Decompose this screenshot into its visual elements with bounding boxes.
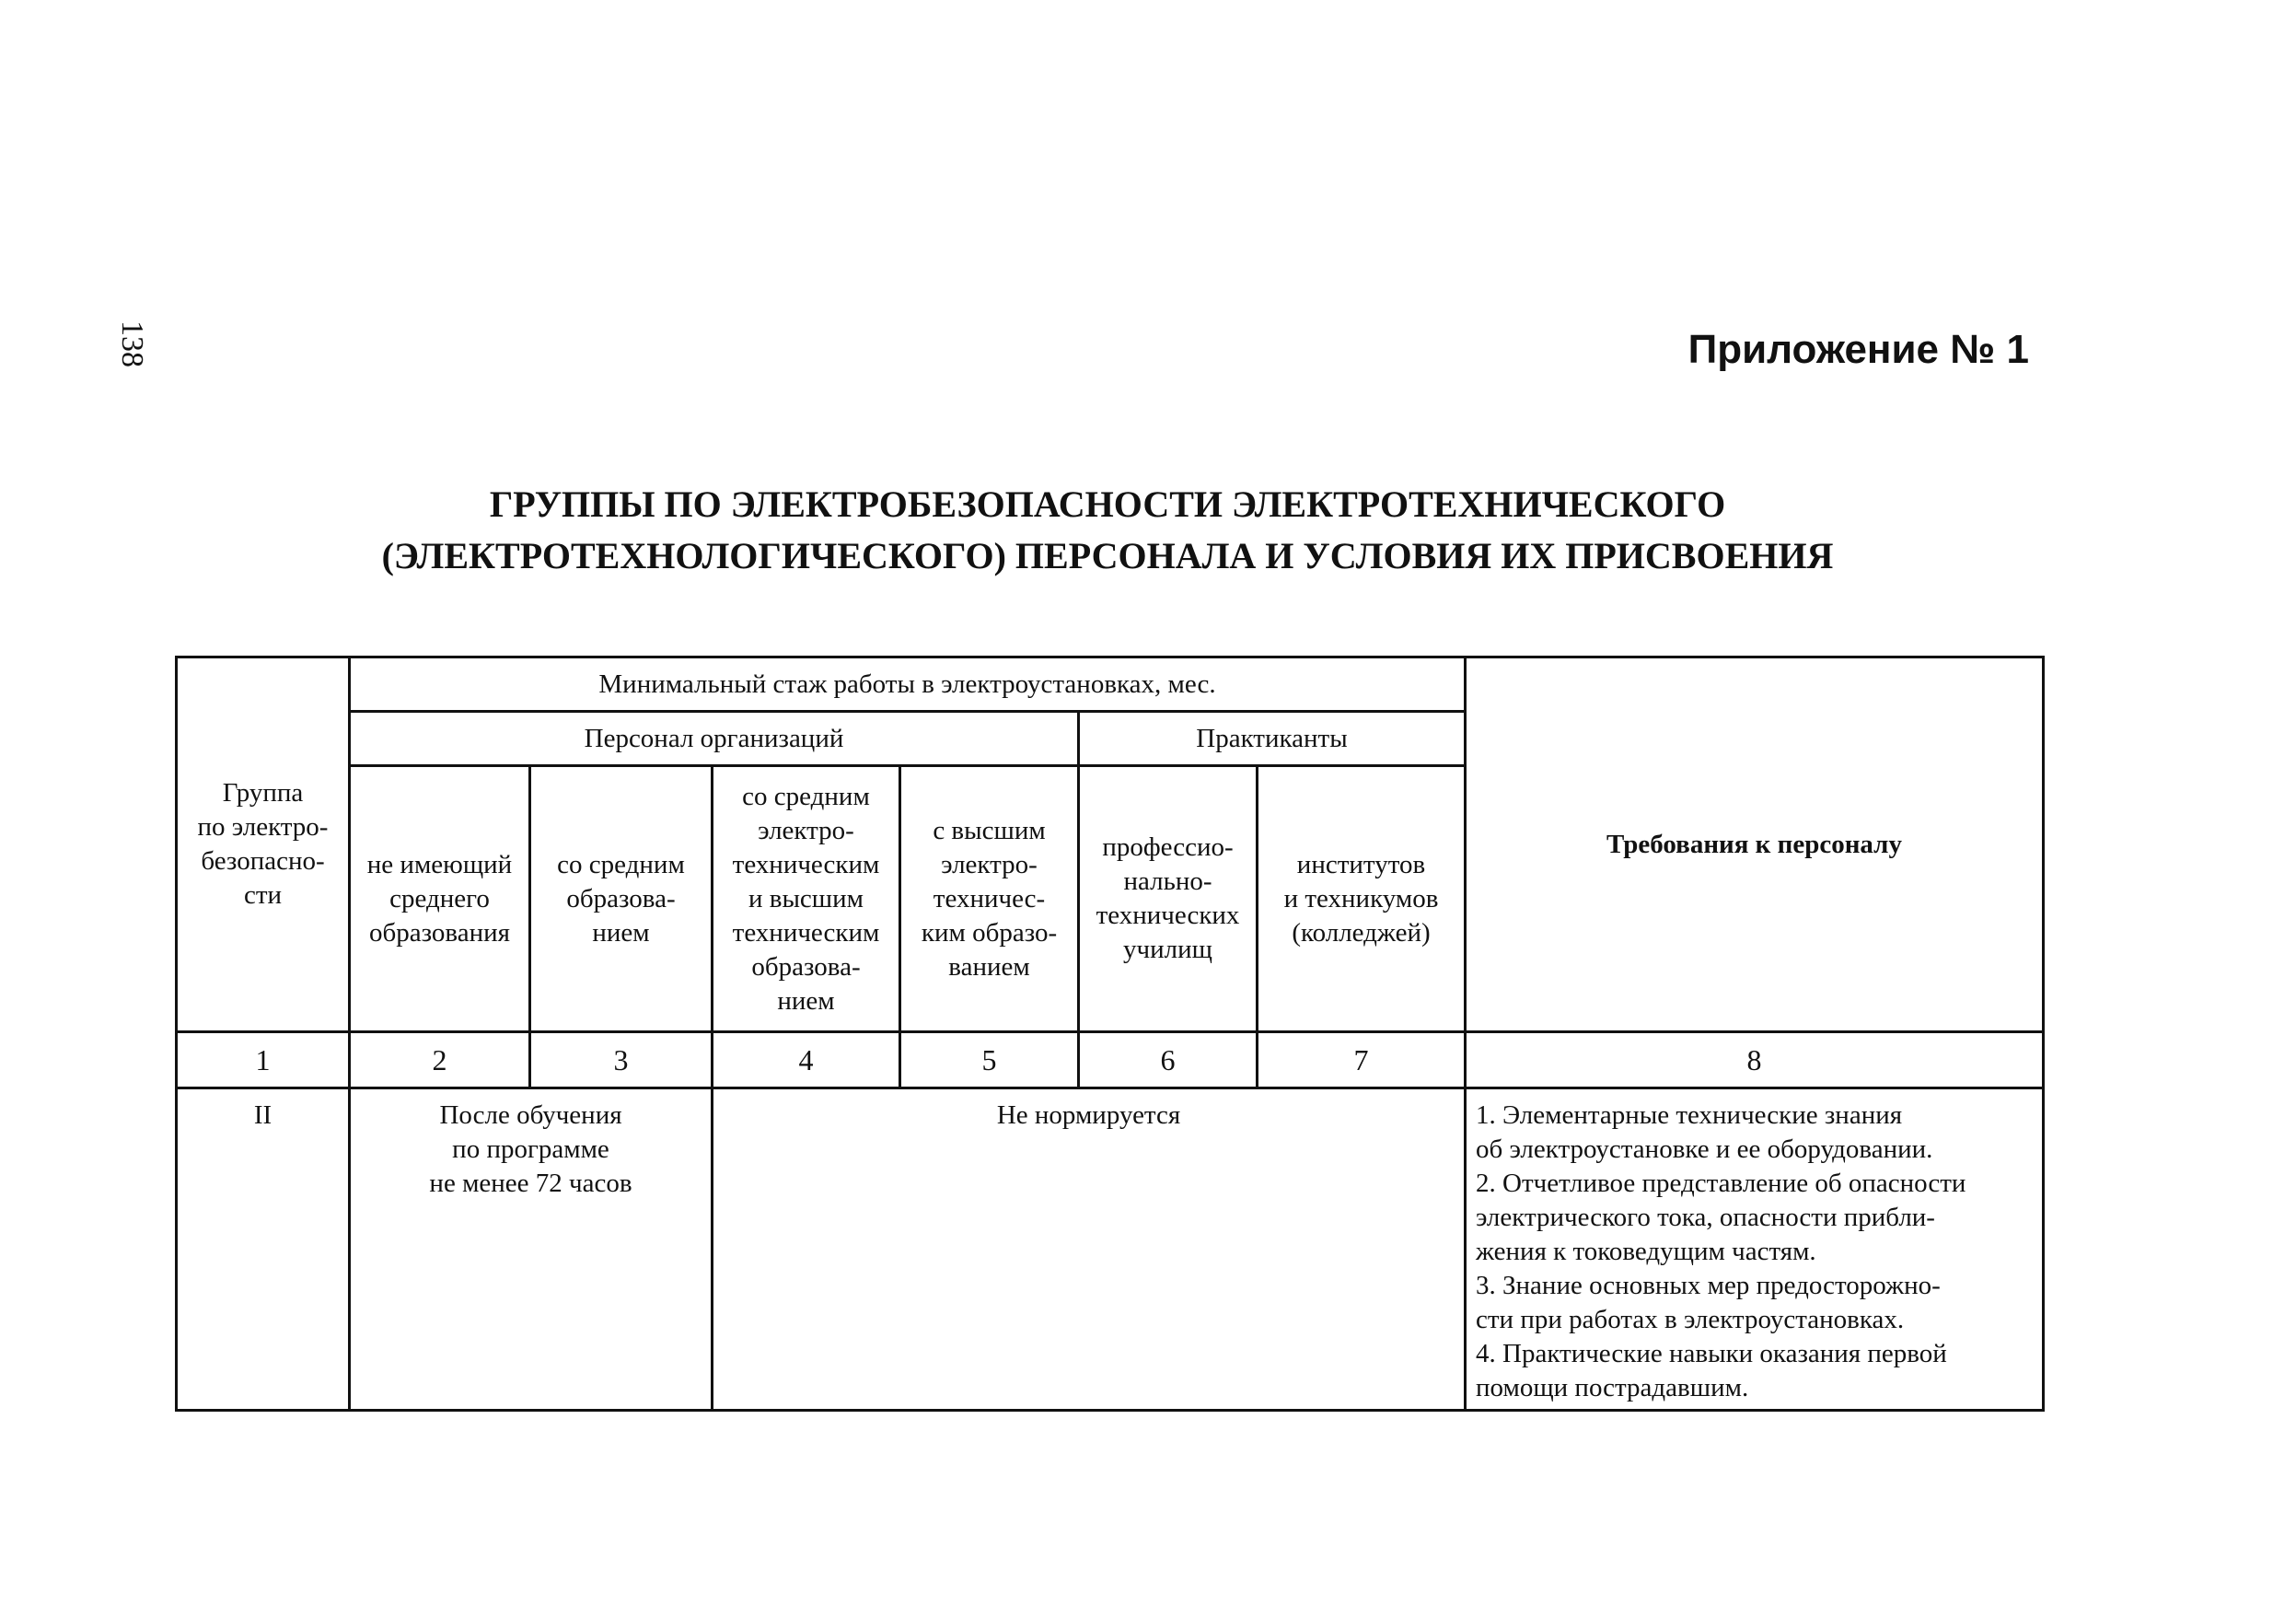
title-line-2: (ЭЛЕКТРОТЕХНОЛОГИЧЕСКОГО) ПЕРСОНАЛА И УСЛОВИЯ ИХ ПРИСВОЕНИЯ <box>381 535 1834 576</box>
column-number: 6 <box>1079 1032 1258 1088</box>
group-value: II <box>177 1088 350 1411</box>
header-institutes-colleges: институтов и техникумов (колледжей) <box>1258 766 1466 1032</box>
header-no-secondary-education: не имеющий среднего образования <box>350 766 530 1032</box>
requirement-item: 4. Практические навыки оказания первой помощи пострадавшим. <box>1476 1339 1947 1402</box>
training-requirement: После обучения по программе не менее 72 часов <box>350 1088 713 1411</box>
header-secondary-electrotechnical: со средним электро- техническим и высшим техническим образова- нием <box>713 766 900 1032</box>
header-vocational-schools: профессио- нально- технических училищ <box>1079 766 1258 1032</box>
header-staff: Персонал организаций <box>350 712 1079 766</box>
header-group: Группа по электро- безопасно- сти <box>177 657 350 1032</box>
appendix-title: Приложение № 1 <box>1687 327 2029 372</box>
electrical-safety-groups-table <box>175 656 2045 1412</box>
requirement-item: 2. Отчетливое представление об опасности электрического тока, опасности прибли- жения к токоведущим частям. <box>1476 1169 1966 1266</box>
column-number: 8 <box>1466 1032 2044 1088</box>
header-min-experience: Минимальный стаж работы в электроустановках, мес. <box>350 657 1466 712</box>
personnel-requirements <box>1466 1088 2044 1411</box>
requirement-item: 3. Знание основных мер предосторожно- сти при работах в электроустановках. <box>1476 1271 1941 1334</box>
header-requirements: Требования к персоналу <box>1466 657 2044 1032</box>
page-number: 138 <box>115 320 149 367</box>
column-number: 7 <box>1258 1032 1466 1088</box>
column-number: 1 <box>177 1032 350 1088</box>
column-number: 4 <box>713 1032 900 1088</box>
requirement-item: 1. Элементарные технические знания об электроустановке и ее оборудовании. <box>1476 1100 1933 1164</box>
column-number: 5 <box>900 1032 1079 1088</box>
header-higher-electrotechnical: с высшим электро- техничес- ким образо- ванием <box>900 766 1079 1032</box>
document-title <box>175 479 2040 582</box>
title-line-1: ГРУППЫ ПО ЭЛЕКТРОБЕЗОПАСНОСТИ ЭЛЕКТРОТЕХНИЧЕСКОГО <box>489 483 1726 525</box>
header-secondary-education: со средним образова- нием <box>530 766 713 1032</box>
column-number: 2 <box>350 1032 530 1088</box>
column-number: 3 <box>530 1032 713 1088</box>
not-regulated: Не нормируется <box>713 1088 1466 1411</box>
header-trainees: Практиканты <box>1079 712 1466 766</box>
